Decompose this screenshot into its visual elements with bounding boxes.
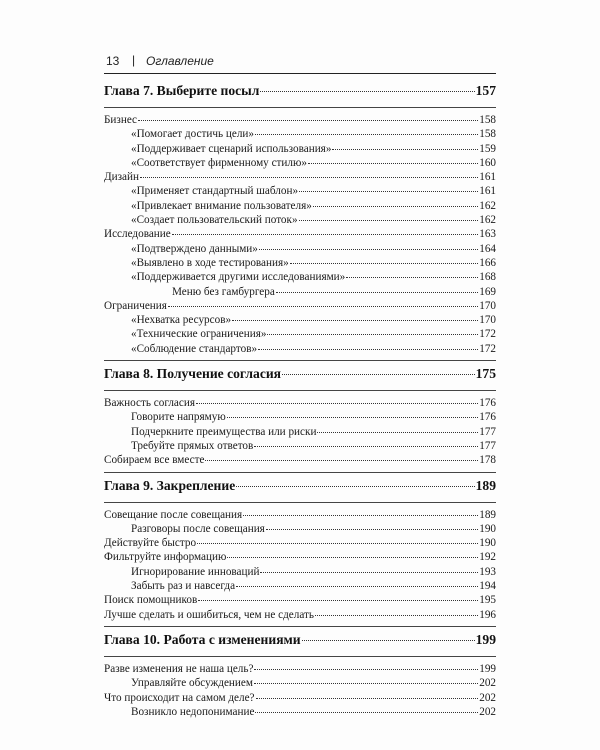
toc-entry-title: «Технические ограничения» bbox=[131, 328, 267, 341]
dot-leader bbox=[332, 149, 478, 150]
chapter-section bbox=[104, 83, 496, 360]
toc-entry[interactable] bbox=[104, 705, 496, 719]
dot-leader bbox=[243, 515, 478, 516]
toc-entry-page-number: 172 bbox=[479, 342, 496, 355]
chapter-page-number: 199 bbox=[475, 631, 496, 647]
toc-entry-title: Важность согласия bbox=[104, 397, 195, 410]
toc-entry-title: «Привлекает внимание пользователя» bbox=[131, 199, 312, 212]
toc-entry-title: Говорите напрямую bbox=[131, 411, 226, 424]
dot-leader bbox=[172, 234, 478, 235]
chapter-section bbox=[104, 360, 496, 471]
toc-entry-page-number: 160 bbox=[479, 156, 496, 169]
toc-entry-page-number: 178 bbox=[479, 454, 496, 467]
toc-entry[interactable] bbox=[104, 256, 496, 270]
toc-entry[interactable] bbox=[104, 184, 496, 198]
toc-entry-page-number: 159 bbox=[479, 142, 496, 155]
toc-entry-title: Дизайн bbox=[104, 171, 139, 184]
dot-leader bbox=[227, 557, 478, 558]
toc-entry-page-number: 177 bbox=[479, 425, 496, 438]
dot-leader bbox=[197, 543, 478, 544]
toc-entry-title: Возникло недопонимание bbox=[131, 705, 255, 718]
toc-entry[interactable] bbox=[104, 691, 496, 705]
toc-entry[interactable] bbox=[104, 662, 496, 676]
toc-entry[interactable] bbox=[104, 396, 496, 410]
toc-entry[interactable] bbox=[104, 579, 496, 593]
toc-entry-page-number: 162 bbox=[479, 199, 496, 212]
toc-entry[interactable] bbox=[104, 242, 496, 256]
dot-leader bbox=[236, 486, 474, 487]
toc-entry-title: Разговоры после совещания bbox=[131, 522, 265, 535]
toc-entry-page-number: 162 bbox=[479, 214, 496, 227]
toc-entry-title: Забыть раз и навсегда bbox=[131, 580, 236, 593]
toc-entry-page-number: 158 bbox=[479, 128, 496, 141]
toc-entry[interactable] bbox=[104, 327, 496, 341]
dot-leader bbox=[260, 572, 478, 573]
dot-leader bbox=[254, 683, 478, 684]
dot-leader bbox=[254, 446, 478, 447]
dot-leader bbox=[259, 249, 478, 250]
chapter-heading[interactable] bbox=[104, 632, 496, 657]
toc-entry-title: Исследование bbox=[104, 228, 171, 241]
page-number: 13 bbox=[106, 54, 120, 68]
toc-entry-title: Управляйте обсуждением bbox=[131, 677, 253, 690]
toc-entry-page-number: 196 bbox=[479, 608, 496, 621]
chapter-page-number: 157 bbox=[475, 83, 496, 98]
toc-entry-page-number: 163 bbox=[479, 228, 496, 241]
toc-entry[interactable] bbox=[104, 213, 496, 227]
toc-entry-page-number: 176 bbox=[479, 397, 496, 410]
toc-entry-title: Меню без гамбургера bbox=[172, 285, 275, 298]
toc-entry[interactable] bbox=[104, 550, 496, 564]
dot-leader bbox=[255, 712, 478, 713]
toc-entry[interactable] bbox=[104, 410, 496, 424]
toc-entry-title: «Соблюдение стандартов» bbox=[131, 342, 258, 355]
toc-entry-page-number: 177 bbox=[479, 439, 496, 452]
toc-entry[interactable] bbox=[104, 299, 496, 313]
dot-leader bbox=[260, 91, 474, 92]
toc-entry[interactable] bbox=[104, 113, 496, 127]
toc-entry-page-number: 176 bbox=[479, 411, 496, 424]
toc-entry-title: Поиск помощников bbox=[104, 594, 198, 607]
toc-entry-title: «Применяет стандартный шаблон» bbox=[131, 185, 299, 198]
toc-entry-title: «Создает пользовательский поток» bbox=[131, 214, 298, 227]
toc-entry-page-number: 195 bbox=[479, 594, 496, 607]
dot-leader bbox=[276, 292, 478, 293]
toc-entry-title: Бизнес bbox=[104, 114, 138, 126]
toc-entry[interactable] bbox=[104, 676, 496, 690]
chapter-heading[interactable] bbox=[104, 83, 496, 108]
toc-entry-page-number: 170 bbox=[479, 314, 496, 327]
dot-leader bbox=[196, 403, 478, 404]
toc-entry-title: «Выявлено в ходе тестирования» bbox=[131, 256, 289, 269]
toc-entry[interactable] bbox=[104, 536, 496, 550]
toc-entry-title: «Соответствует фирменному стилю» bbox=[131, 156, 307, 169]
dot-leader bbox=[299, 191, 478, 192]
toc-entry-page-number: 168 bbox=[479, 271, 496, 284]
toc-entry-title: Подчеркните преимущества или риски bbox=[131, 425, 317, 438]
toc-entry-page-number: 202 bbox=[479, 705, 496, 718]
toc-entry-title: «Подтверждено данными» bbox=[131, 242, 258, 255]
dot-leader bbox=[302, 640, 475, 641]
chapter-heading[interactable] bbox=[104, 366, 496, 391]
toc-entry-title: Разве изменения не наша цель? bbox=[104, 662, 254, 675]
toc-entry-title: Собираем все вместе bbox=[104, 454, 205, 467]
toc-entry-page-number: 189 bbox=[479, 508, 496, 521]
toc-entry[interactable] bbox=[104, 522, 496, 536]
toc-entry-page-number: 164 bbox=[479, 242, 496, 255]
toc-entry[interactable] bbox=[104, 453, 496, 467]
chapter-page-number: 175 bbox=[475, 366, 496, 382]
toc-entry[interactable] bbox=[104, 313, 496, 327]
toc-entry-page-number: 190 bbox=[479, 522, 496, 535]
toc-entry-page-number: 166 bbox=[479, 256, 496, 269]
table-of-contents bbox=[104, 78, 496, 723]
toc-entry-title: Что происходит на самом деле? bbox=[104, 691, 255, 704]
chapter-page-number: 189 bbox=[475, 477, 496, 493]
toc-entry-page-number: 170 bbox=[479, 299, 496, 312]
dot-leader bbox=[267, 334, 478, 335]
dot-leader bbox=[255, 134, 478, 135]
dot-leader bbox=[140, 177, 478, 178]
toc-entry[interactable] bbox=[104, 199, 496, 213]
header-separator: | bbox=[132, 53, 136, 67]
toc-entry[interactable] bbox=[104, 593, 496, 607]
dot-leader bbox=[205, 460, 478, 461]
chapter-title: Глава 7. Выберите посыл bbox=[104, 83, 260, 98]
dot-leader bbox=[138, 120, 478, 121]
toc-entry-page-number: 172 bbox=[479, 328, 496, 341]
toc-entry-page-number: 158 bbox=[479, 114, 496, 126]
chapter-title: Глава 10. Работа с изменениями bbox=[104, 631, 301, 647]
toc-entry[interactable] bbox=[104, 565, 496, 579]
toc-entry-title: «Поддерживает сценарий использования» bbox=[131, 142, 332, 155]
dot-leader bbox=[266, 529, 478, 530]
toc-entry[interactable] bbox=[104, 425, 496, 439]
dot-leader bbox=[256, 698, 479, 699]
toc-entry[interactable] bbox=[104, 285, 496, 299]
header-title: Оглавление bbox=[146, 54, 214, 68]
toc-entry-title: Совещание после совещания bbox=[104, 508, 243, 521]
toc-entry[interactable] bbox=[104, 508, 496, 522]
chapter-heading[interactable] bbox=[104, 478, 496, 503]
toc-entry-page-number: 161 bbox=[479, 171, 496, 184]
toc-entry-page-number: 192 bbox=[479, 551, 496, 564]
toc-entry-title: Лучше сделать и ошибиться, чем не сделать bbox=[104, 608, 315, 621]
dot-leader bbox=[290, 263, 478, 264]
dot-leader bbox=[168, 306, 478, 307]
dot-leader bbox=[254, 669, 478, 670]
toc-entry[interactable] bbox=[104, 142, 496, 156]
toc-entry[interactable] bbox=[104, 227, 496, 241]
chapter-section bbox=[104, 472, 496, 626]
toc-entry-page-number: 199 bbox=[479, 662, 496, 675]
toc-entry[interactable] bbox=[104, 270, 496, 284]
dot-leader bbox=[258, 349, 478, 350]
toc-entry-title: Действуйте быстро bbox=[104, 537, 197, 550]
toc-entry-title: Ограничения bbox=[104, 299, 167, 312]
toc-entry-title: «Помогает достичь цели» bbox=[131, 128, 254, 141]
dot-leader bbox=[346, 277, 478, 278]
chapter-title: Глава 9. Закрепление bbox=[104, 477, 236, 493]
toc-entry-page-number: 194 bbox=[479, 580, 496, 593]
dot-leader bbox=[308, 163, 478, 164]
dot-leader bbox=[317, 432, 478, 433]
toc-entry-page-number: 202 bbox=[479, 677, 496, 690]
chapter-title: Глава 8. Получение согласия bbox=[104, 366, 282, 382]
dot-leader bbox=[299, 220, 479, 221]
dot-leader bbox=[236, 586, 478, 587]
dot-leader bbox=[232, 320, 478, 321]
toc-entry[interactable] bbox=[104, 342, 496, 356]
toc-entry[interactable] bbox=[104, 127, 496, 141]
chapter-section bbox=[104, 626, 496, 723]
dot-leader bbox=[315, 615, 478, 616]
running-header bbox=[104, 51, 496, 74]
toc-entry-page-number: 193 bbox=[479, 565, 496, 578]
dot-leader bbox=[282, 374, 475, 375]
dot-leader bbox=[198, 600, 478, 601]
toc-entry-title: «Нехватка ресурсов» bbox=[131, 314, 232, 327]
toc-entry-page-number: 190 bbox=[479, 537, 496, 550]
toc-entry-title: Фильтруйте информацию bbox=[104, 551, 227, 564]
toc-entry[interactable] bbox=[104, 439, 496, 453]
toc-entry[interactable] bbox=[104, 608, 496, 622]
toc-entry-title: Требуйте прямых ответов bbox=[131, 439, 254, 452]
toc-entry-title: Игнорирование инноваций bbox=[131, 565, 260, 578]
toc-entry-page-number: 161 bbox=[479, 185, 496, 198]
toc-entry[interactable] bbox=[104, 156, 496, 170]
dot-leader bbox=[227, 417, 479, 418]
toc-entry-title: «Поддерживается другими исследованиями» bbox=[131, 271, 346, 284]
dot-leader bbox=[313, 206, 478, 207]
toc-entry[interactable] bbox=[104, 170, 496, 184]
toc-entry-page-number: 202 bbox=[479, 691, 496, 704]
toc-entry-page-number: 169 bbox=[479, 285, 496, 298]
